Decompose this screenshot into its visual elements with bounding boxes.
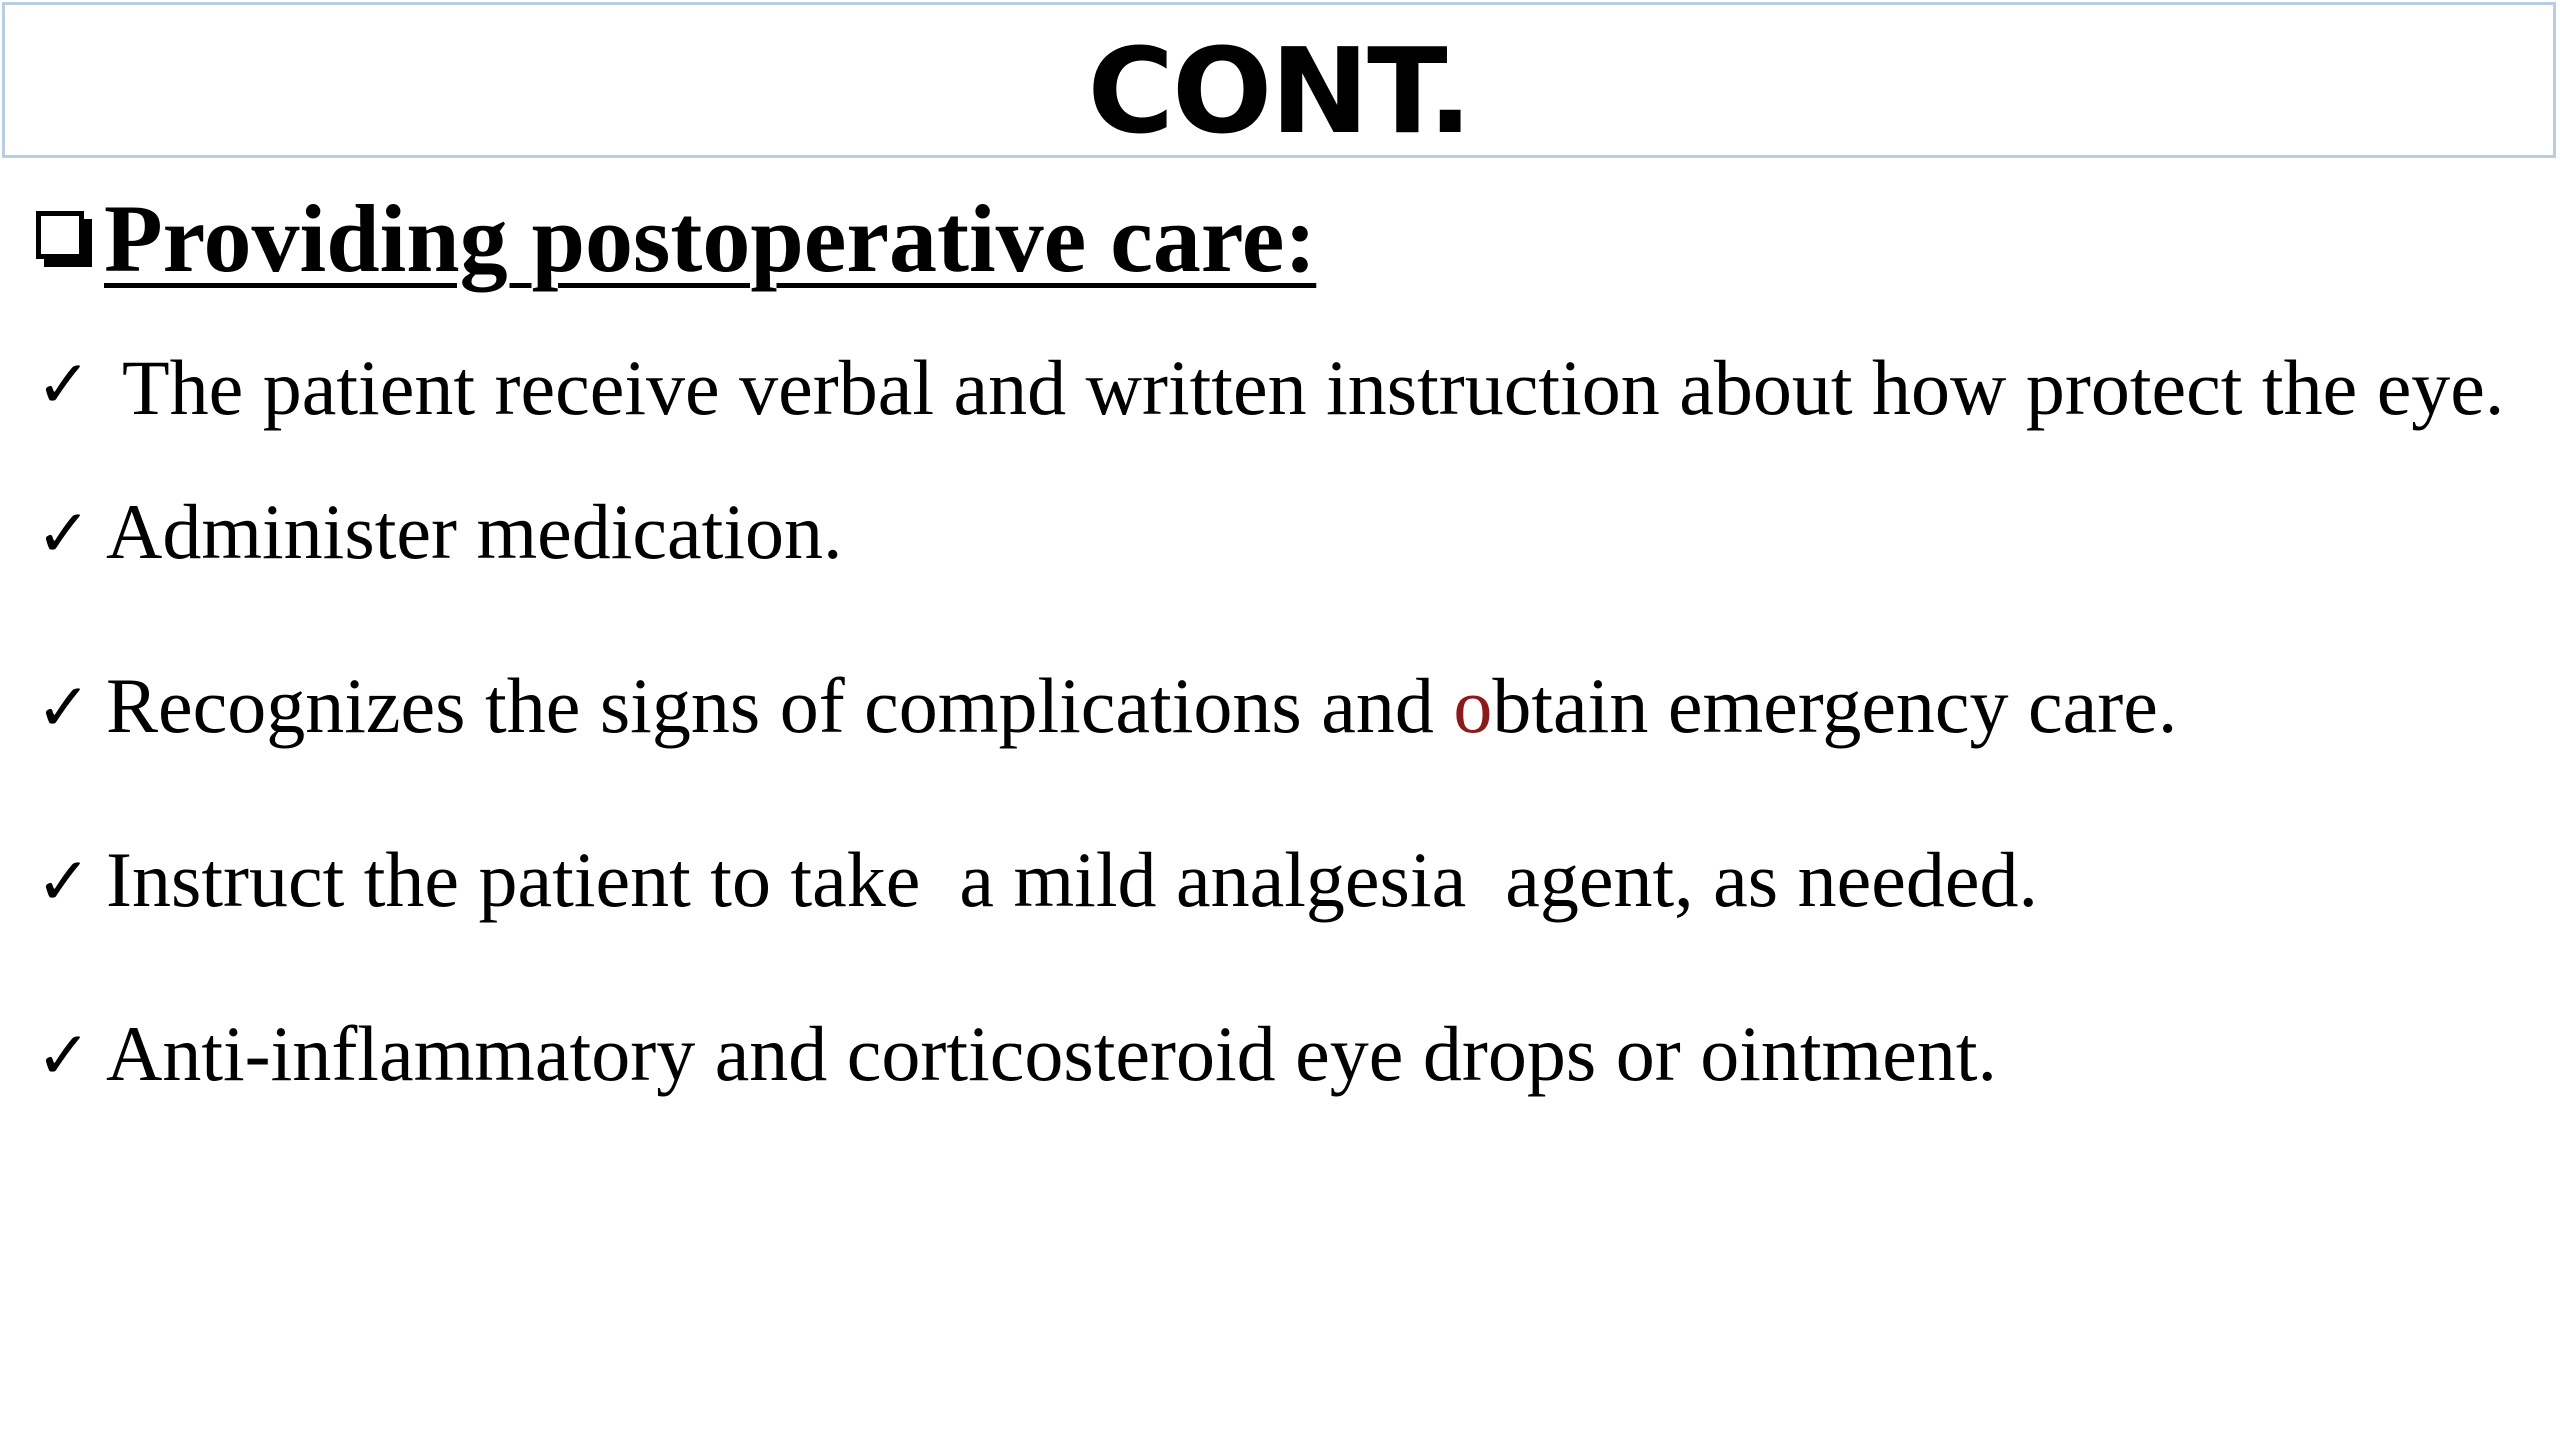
list-item (36, 1009, 2516, 1099)
section-heading-text: Providing postoperative care: (104, 185, 1317, 292)
list-item (36, 661, 2516, 751)
list-item-text (106, 662, 2177, 749)
list-item (36, 835, 2516, 925)
check-mark-icon: ✓ (36, 495, 92, 572)
list-item-text: Administer medication. (106, 488, 843, 575)
check-mark-icon: ✓ (36, 843, 92, 920)
square-box-icon (36, 211, 94, 269)
list-item-text-part: btain emergency care. (1492, 662, 2178, 749)
accent-letter: o (1453, 662, 1493, 749)
check-mark-icon: ✓ (36, 346, 92, 423)
section-heading (36, 184, 1316, 294)
list-item-text: Anti-inflammatory and corticosteroid eye drops or ointment. (106, 1010, 1998, 1097)
slide-title: CONT. (1087, 22, 1471, 160)
check-mark-icon: ✓ (36, 669, 92, 746)
title-box (2, 2, 2556, 158)
list-item-text: The patient receive verbal and written instruction about how protect the eye. (122, 344, 2505, 431)
check-mark-icon: ✓ (36, 1017, 92, 1094)
list-item-text-part: Recognizes the signs of complications and (106, 662, 1454, 749)
list-item (36, 310, 2516, 465)
list-item-text: Instruct the patient to take a mild analgesia agent, as needed. (106, 836, 2038, 923)
bullet-list (36, 340, 2516, 1099)
list-item (36, 487, 2516, 577)
